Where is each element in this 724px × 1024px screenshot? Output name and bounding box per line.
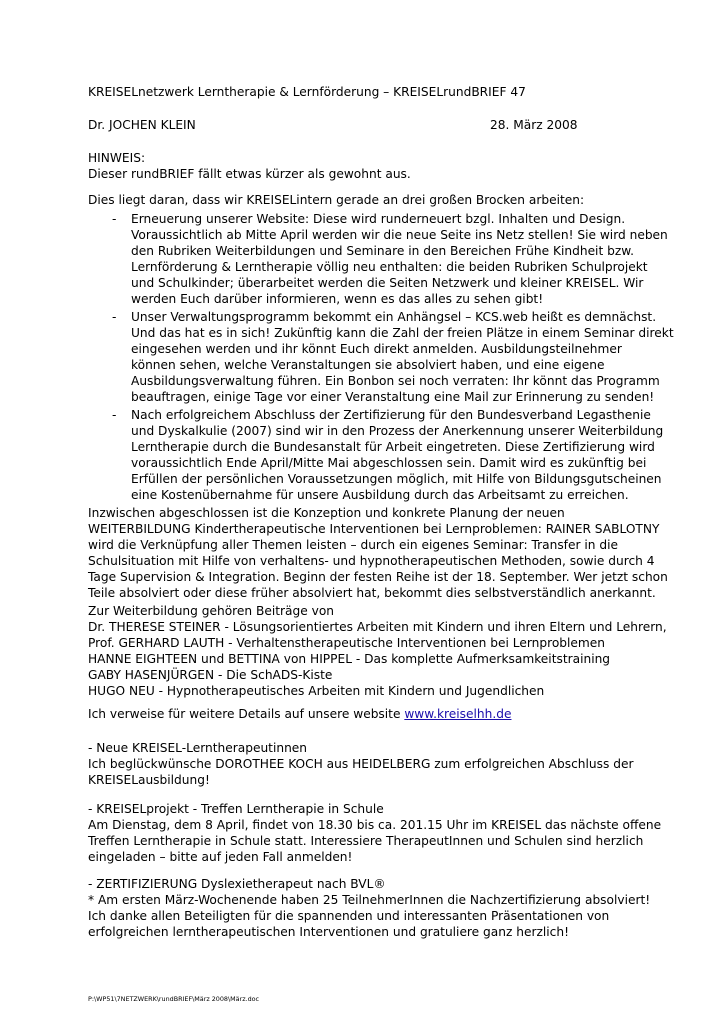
bullet-line: Erfüllen der persönlichen Voraussetzungen möglich, mit Hilfe von Bildungsgutscheinen: [131, 472, 662, 486]
section-heading: - KREISELprojekt - Treffen Lerntherapie in Schule: [88, 802, 384, 816]
notice-heading: [88, 150, 648, 182]
bullet-line: Lerntherapie durch die Bundesanstalt für Arbeit eingetreten. Diese Zertifizierung wird: [131, 440, 655, 454]
bullet-line: den Rubriken Weiterbildungen und Seminare in den Bereichen Frühe Kindheit bzw.: [131, 244, 634, 258]
document-date: 28. März 2008: [490, 118, 578, 132]
paragraph-line: Tage Supervision & Integration. Beginn der festen Reihe ist der 18. September. Wer jetzt schon: [88, 570, 668, 584]
bullet-website: [131, 211, 668, 307]
bullet-software: [131, 309, 674, 405]
bullet-marker: -: [112, 212, 117, 226]
paragraph-line: Teile absolviert oder diese früher absolviert hat, bekommt dies selbstverständlich anerkannt.: [88, 586, 656, 600]
section-heading: - Neue KREISEL-Lerntherapeutinnen: [88, 741, 308, 755]
footer-file-path: P:\WP51\7NETZWERK\rundBRIEF\März 2008\März.doc: [88, 995, 260, 1003]
paragraph-line: * Am ersten März-Wochenende haben 25 TeilnehmerInnen die Nachzertifizierung absolviert!: [88, 893, 651, 907]
website-paragraph: [88, 706, 648, 722]
paragraph-line: GABY HASENJÜRGEN - Die SchADS-Kiste: [88, 668, 333, 682]
bullet-line: Nach erfolgreichem Abschluss der Zertifizierung für den Bundesverband Legasthenie: [131, 408, 651, 422]
paragraph-line: Ich danke allen Beteiligten für die spannenden und interessanten Präsentationen von: [88, 909, 610, 923]
paragraph-line: wird die Verknüpfung aller Themen leisten – durch ein eigenes Seminar: Transfer in die: [88, 538, 618, 552]
bullet-line: Unser Verwaltungsprogramm bekommt ein Anhängsel – KCS.web heißt es demnächst.: [131, 310, 657, 324]
notice-intro: [88, 192, 648, 208]
section-project: [88, 801, 662, 865]
bullet-line: eine Kostenübernahme für unsere Ausbildung durch das Arbeitsamt zu erreichen.: [131, 488, 629, 502]
paragraph-line: Zur Weiterbildung gehören Beiträge von: [88, 604, 335, 618]
intro-line: Dies liegt daran, dass wir KREISELintern gerade an drei großen Brocken arbeiten:: [88, 193, 585, 207]
bullet-line: und Dyskalkulie (2007) sind wir in den Prozess der Anerkennung unserer Weiterbildung: [131, 424, 664, 438]
contributions-list: [88, 603, 667, 699]
paragraph-line: Dr. THERESE STEINER - Lösungsorientiertes Arbeiten mit Kindern und ihren Eltern und Lehrern,: [88, 620, 667, 634]
intro-line: HINWEIS:: [88, 151, 146, 165]
paragraph-line: eingeladen – bitte auf jeden Fall anmelden!: [88, 850, 353, 864]
paragraph-line: Inzwischen abgeschlossen ist die Konzeption und konkrete Planung der neuen: [88, 506, 565, 520]
section-new-therapists: [88, 740, 648, 788]
intro-line: Dieser rundBRIEF fällt etwas kürzer als gewohnt aus.: [88, 167, 411, 181]
paragraph-line: Ich beglückwünsche DOROTHEE KOCH aus HEIDELBERG zum erfolgreichen Abschluss der: [88, 757, 634, 771]
bullet-line: Voraussichtlich ab Mitte April werden wir die neue Seite ins Netz stellen! Sie wird neben: [131, 228, 668, 242]
bullet-line: Erneuerung unserer Website: Diese wird runderneuert bzgl. Inhalten und Design.: [131, 212, 626, 226]
paragraph-line: erfolgreichen lerntherapeutischen Interventionen und gratuliere ganz herzlich!: [88, 925, 569, 939]
website-text: Ich verweise für weitere Details auf unsere website: [88, 707, 405, 721]
bullet-line: eingesehen werden und ihr könnt Euch direkt anmelden. Ausbildungsteilnehmer: [131, 342, 622, 356]
paragraph-line: HUGO NEU - Hypnotherapeutisches Arbeiten mit Kindern und Jugendlichen: [88, 684, 545, 698]
bullet-marker: -: [112, 408, 117, 422]
section-certification: [88, 876, 651, 940]
bullet-line: Lernförderung & Lerntherapie völlig neu enthalten: die beiden Rubriken Schulprojekt: [131, 260, 648, 274]
paragraph-line: Schulsituation mit Hilfe von verhaltens- und hypnotherapeutischen Methoden, sowie durch 4: [88, 554, 655, 568]
bullet-line: beauftragen, einige Tage vor einer Veranstaltung eine Mail zur Erinnerung zu senden!: [131, 390, 655, 404]
paragraph-line: Treffen Lerntherapie in Schule statt. Interessiere TherapeutInnen und Schulen sind herzlich: [88, 834, 644, 848]
title-text: KREISELnetzwerk Lerntherapie & Lernförderung – KREISELrundBRIEF 47: [88, 85, 526, 99]
concept-paragraph: [88, 505, 668, 601]
document-title: [88, 84, 648, 100]
bullet-line: Und das hat es in sich! Zukünftig kann die Zahl der freien Plätze in einem Seminar direkt: [131, 326, 674, 340]
website-link[interactable]: www.kreiselhh.de: [404, 707, 512, 721]
paragraph-line: HANNE EIGHTEEN und BETTINA von HIPPEL - Das komplette Aufmerksamkeitstraining: [88, 652, 611, 666]
bullet-line: voraussichtlich Ende April/Mitte Mai abgeschlossen sein. Damit wird es zukünftig bei: [131, 456, 647, 470]
bullet-line: können sehen, welche Veranstaltungen sie absolviert haben, und eine eigene: [131, 358, 605, 372]
paragraph-line: Am Dienstag, dem 8 April, findet von 18.30 bis ca. 201.15 Uhr im KREISEL das nächste offene: [88, 818, 662, 832]
paragraph-line: Prof. GERHARD LAUTH - Verhaltenstherapeutische Interventionen bei Lernproblemen: [88, 636, 605, 650]
bullet-line: und Schulkinder; überarbeitet werden die Seiten Netzwerk und kleiner KREISEL. Wir: [131, 276, 644, 290]
author-name: Dr. JOCHEN KLEIN: [88, 118, 196, 132]
bullet-certification: [131, 407, 664, 503]
bullet-line: werden Euch darüber informieren, wenn es das alles zu sehen gibt!: [131, 292, 544, 306]
paragraph-line: KREISELausbildung!: [88, 773, 210, 787]
bullet-line: Ausbildungsverwaltung führen. Ein Bonbon sei noch verraten: Ihr könnt das Programm: [131, 374, 660, 388]
paragraph-line: WEITERBILDUNG Kindertherapeutische Interventionen bei Lernproblemen: RAINER SABLOTNY: [88, 522, 660, 536]
section-heading: - ZERTIFIZIERUNG Dyslexietherapeut nach BVL®: [88, 877, 386, 891]
bullet-marker: -: [112, 310, 117, 324]
